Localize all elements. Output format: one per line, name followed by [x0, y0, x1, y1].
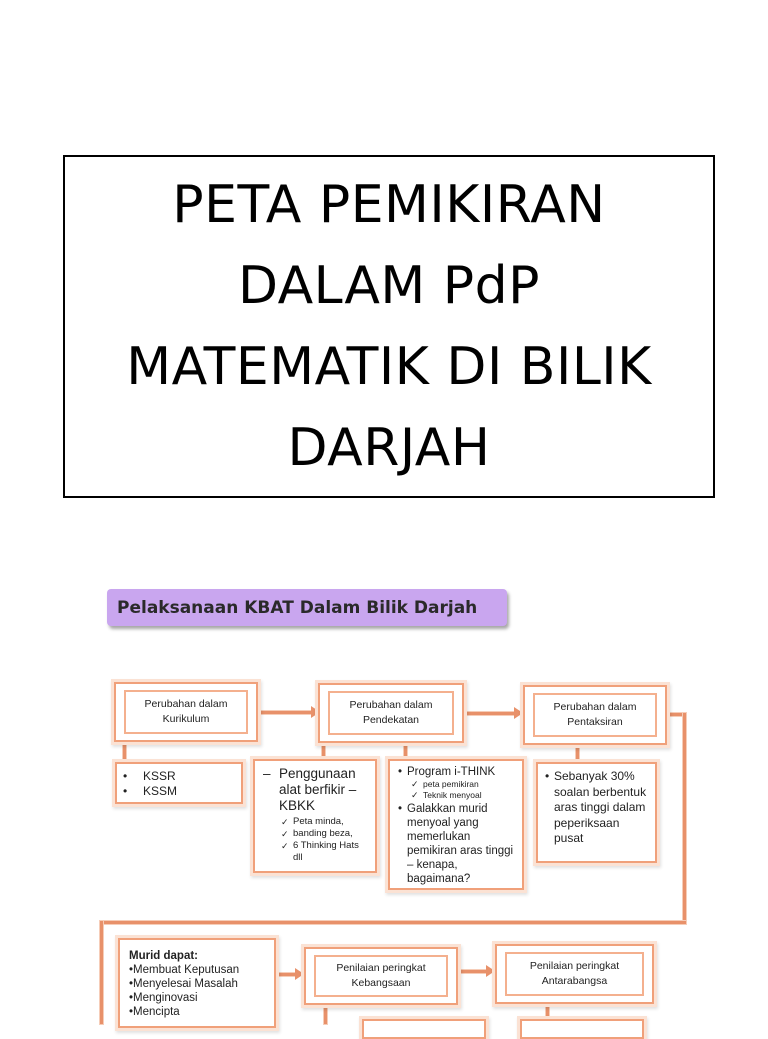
box-perubahan-kurikulum [114, 682, 258, 742]
title-line-3: MATEMATIK DI BILIK [126, 336, 652, 397]
ithink-sublist [397, 779, 516, 801]
box-perubahan-pentaksiran [523, 685, 667, 745]
box-cropped-right [520, 1019, 644, 1039]
alat-lead [263, 766, 369, 814]
box-inner-frame [314, 955, 448, 997]
arrow-head-icon [486, 965, 495, 977]
list-item: • Galakkan murid menyoal yang memerlukan pemikiran aras tinggi – kenapa, bagaimana? [397, 802, 516, 886]
alat-lead-text: Penggunaan alat berfikir – KBKK [279, 766, 357, 813]
list-item: ✓ Peta minda, [279, 816, 369, 828]
murid-heading: Murid dapat: [129, 950, 198, 962]
box-label: Penilaian peringkat Antarabangsa [529, 960, 620, 987]
box-sebanyak-30 [536, 762, 657, 863]
connector-2-3 [464, 712, 516, 715]
box-cropped-left [362, 1019, 486, 1039]
title-line-2: DALAM PdP [237, 255, 541, 316]
connector-right-down [683, 713, 686, 923]
connector-2-left-down [322, 743, 325, 759]
connector-left-down [100, 921, 103, 1024]
box-inner-frame [328, 691, 454, 735]
list-item: • KSSM [117, 784, 241, 799]
connector-5-down [324, 1005, 327, 1024]
list-item: • Program i-THINK [397, 765, 516, 779]
connector-5-6 [458, 970, 488, 973]
diagram-heading [107, 589, 507, 626]
box-label: Perubahan dalam Pendekatan [349, 699, 433, 726]
box-penilaian-kebangsaan [304, 947, 458, 1005]
box-perubahan-pendekatan [318, 683, 464, 743]
box-penilaian-antarabangsa [495, 944, 654, 1004]
list-item: • Sebanyak 30% soalan berbentuk aras tinggi dalam peperiksaan pusat [544, 769, 647, 847]
title-frame [63, 155, 715, 498]
list-item: ✓ peta pemikiran [409, 779, 516, 790]
box-kssr-kssm [115, 762, 243, 804]
connector-1-down [123, 743, 126, 763]
connector-1-2 [258, 711, 313, 714]
box-label: Penilaian peringkat Kebangsaan [336, 962, 426, 989]
diagram-heading-text: Pelaksanaan KBAT Dalam Bilik Darjah [117, 597, 478, 618]
box-label: Perubahan dalam Pentaksiran [553, 701, 637, 728]
connector-4-5 [277, 973, 297, 976]
arrow-head-icon [514, 707, 523, 719]
box-program-ithink [388, 759, 524, 890]
box-inner-frame [505, 952, 644, 996]
list-item: ✓ 6 Thinking Hats dll [279, 840, 369, 864]
kurikulum-list [117, 769, 241, 799]
dash-marker: – [263, 766, 271, 781]
arrow-head-icon [295, 968, 304, 980]
box-murid-dapat [118, 938, 276, 1028]
box-inner-frame [533, 693, 657, 737]
box-penggunaan-alat [253, 759, 377, 873]
box-inner-frame [124, 690, 248, 734]
title-line-4: DARJAH [287, 417, 491, 478]
list-item: • KSSR [117, 769, 241, 784]
list-item: ✓ Teknik menyoal [409, 790, 516, 801]
alat-sublist [263, 816, 369, 864]
list-item: ✓ banding beza, [279, 828, 369, 840]
list-item: •Menyelesai Masalah [129, 978, 238, 990]
list-item: •Membuat Keputusan [129, 964, 240, 976]
list-item: •Menginovasi [129, 992, 198, 1004]
box-label: Perubahan dalam Kurikulum [144, 698, 228, 725]
connector-bottom-run [100, 921, 686, 924]
list-item: •Mencipta [129, 1006, 180, 1018]
title-line-1: PETA PEMIKIRAN [172, 174, 606, 235]
connector-3-down [576, 745, 579, 763]
